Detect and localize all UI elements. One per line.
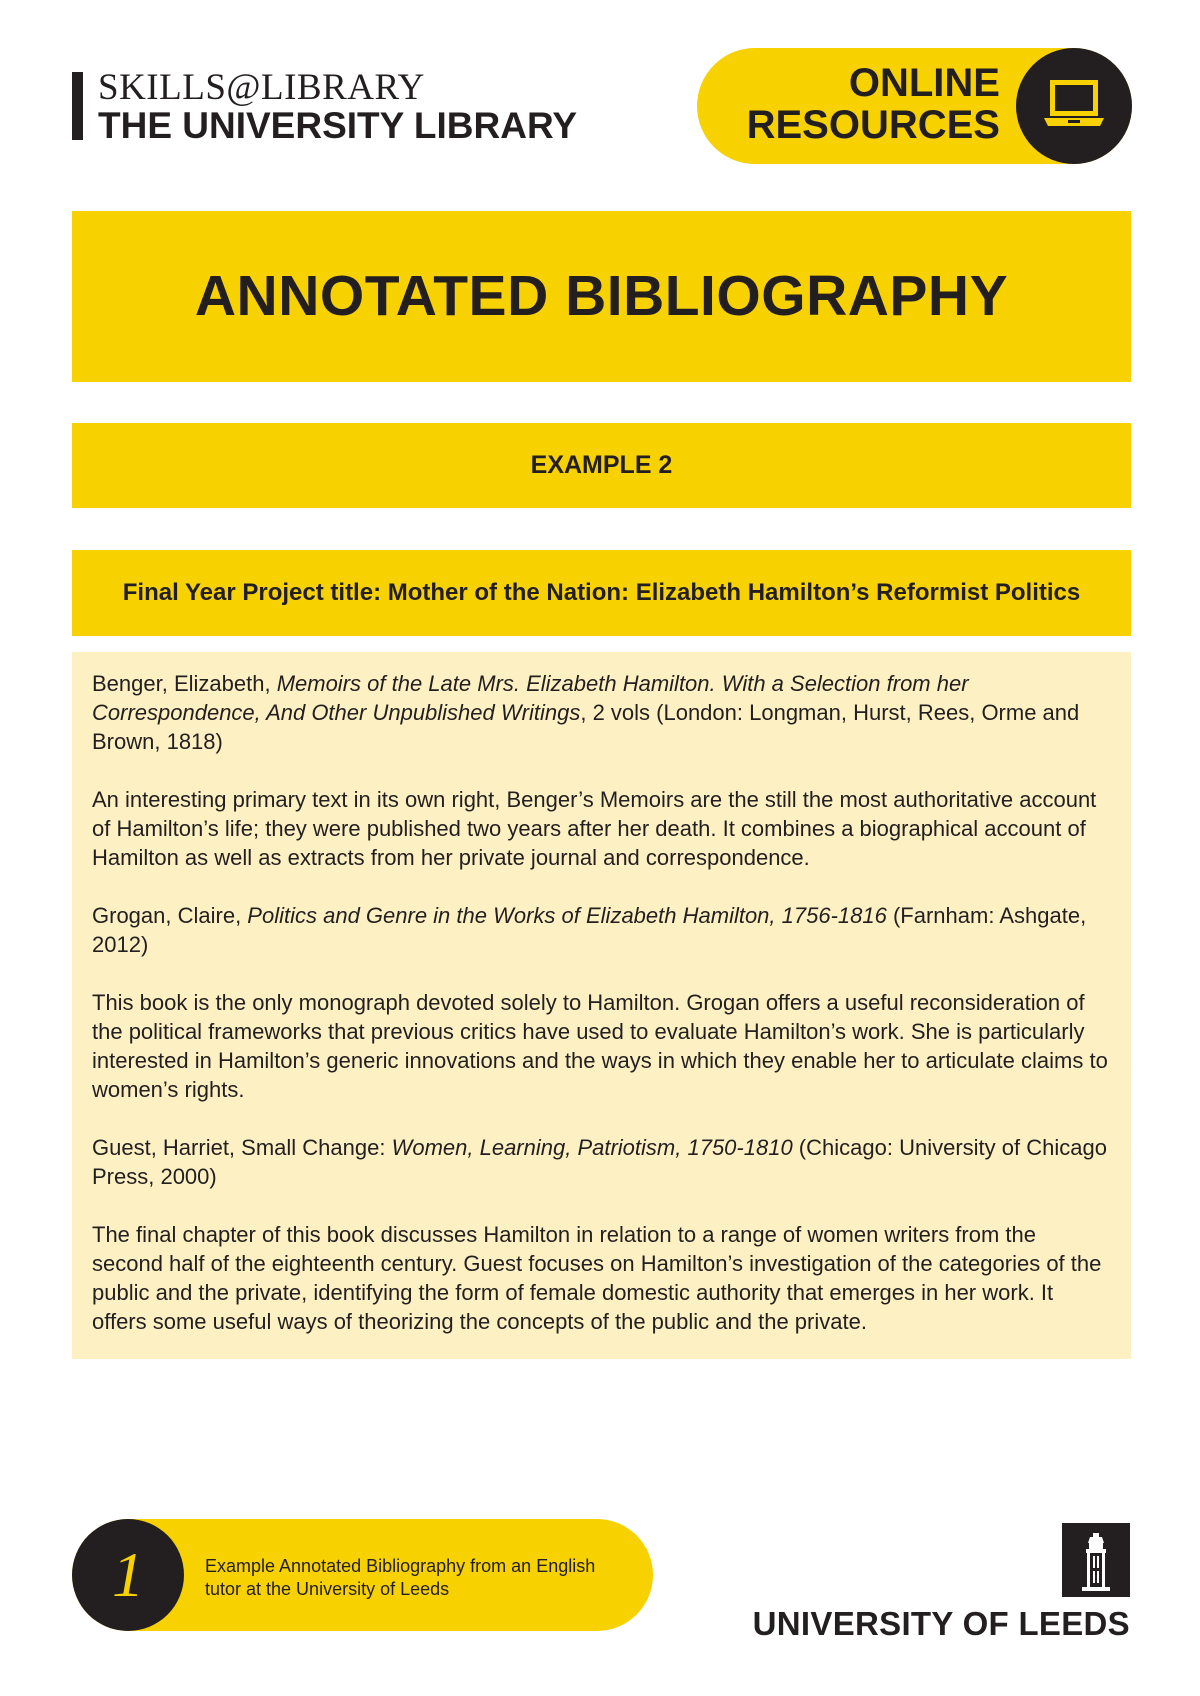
page-number-badge [72,1519,184,1631]
badge-line-1: ONLINE [848,61,1000,105]
citation-2-title: Politics and Genre in the Works of Elizabeth Hamilton, 1756-1816 [247,903,887,928]
bibliography-panel [72,652,1131,1359]
online-resources-label [747,62,1000,146]
citation-3-author: Guest, Harriet, Small Change: [92,1135,392,1160]
project-title: Final Year Project title: Mother of the Nation: Elizabeth Hamilton’s Reformist Politics [122,579,1081,606]
university-name: UNIVERSITY OF LEEDS [752,1605,1130,1642]
logo-bar [72,72,83,140]
page-number: 1 [112,1539,144,1610]
citation-3-details: (Chicago: University of Chicago Press, 2000) [92,1135,1107,1189]
page-title: ANNOTATED BIBLIOGRAPHY [194,264,1009,328]
example-label: EXAMPLE 2 [530,451,673,479]
university-crest-icon [1062,1523,1130,1597]
footer-note: Example Annotated Bibliography from an English tutor at the University of Leeds [205,1556,596,1599]
footer-note-pill [72,1519,653,1631]
online-resources-badge [697,48,1132,164]
citation-2-author: Grogan, Claire, [92,903,248,928]
annotation-3: The final chapter of this book discusses Hamilton in relation to a range of women writers from the second half of the eighteenth century. Guest focuses on Hamilton’s investigation of the categories of the public and the private, identifying the form of female domestic authority that emerges in her work. It offers some useful ways of theorizing the concepts of the public and the private. [92,1222,1102,1334]
title-banner [72,211,1131,382]
citation-2 [92,901,1111,959]
example-banner [72,423,1131,508]
citation-2-details: (Farnham: Ashgate, 2012) [92,903,1087,957]
laptop-icon [1016,48,1132,164]
annotation-1: An interesting primary text in its own right, Benger’s Memoirs are the still the most authoritative account of Hamilton’s life; they were published two years after her death. It combines a biographical account of Hamilton as well as extracts from her private journal and correspondence. [92,787,1097,870]
library-logo [72,68,592,144]
logo-line-2: THE UNIVERSITY LIBRARY [98,105,577,146]
annotation-2: This book is the only monograph devoted solely to Hamilton. Grogan offers a useful reconsideration of the political frameworks that previous critics have used to evaluate Hamilton’s work. She is particularly interested in Hamilton’s generic innovations and the ways in which they enable her to articulate claims to women’s rights. [92,990,1108,1102]
badge-line-2: RESOURCES [746,103,1000,147]
citation-1-author: Benger, Elizabeth, [92,671,277,696]
project-title-banner [72,550,1131,636]
citation-1-title: Memoirs of the Late Mrs. Elizabeth Hamilton. With a Selection from her Correspondence, And Other Unpublished Writings [92,671,969,725]
logo-line-1: SKILLS@LIBRARY [98,67,425,108]
citation-3 [92,1133,1111,1191]
citation-3-title: Women, Learning, Patriotism, 1750-1810 [391,1135,793,1160]
citation-1 [92,669,1111,756]
citation-1-details: , 2 vols (London: Longman, Hurst, Rees, Orme and Brown, 1818) [92,700,1080,754]
